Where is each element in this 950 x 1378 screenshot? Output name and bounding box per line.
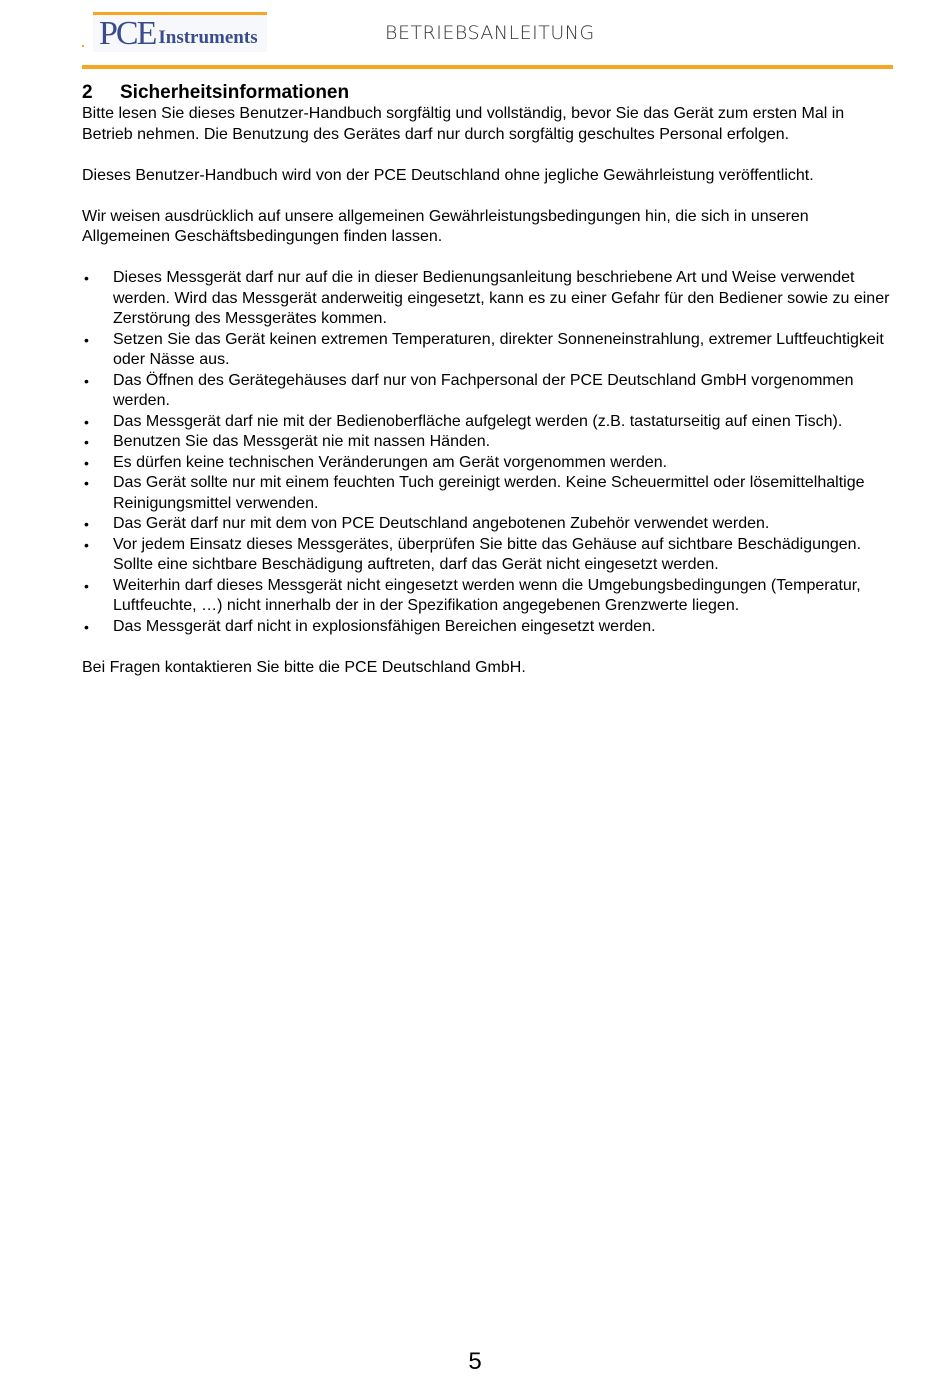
document-title: BETRIEBSANLEITUNG bbox=[385, 22, 595, 44]
logo-pce-text: PCE bbox=[99, 14, 156, 52]
list-item: • Setzen Sie das Gerät keinen extremen Temperaturen, direkter Sonneneinstrahlung, extremer Luftfeuchtigkeit oder Nässe aus. bbox=[82, 330, 897, 371]
list-item: • Benutzen Sie das Messgerät nie mit nassen Händen. bbox=[82, 432, 897, 453]
page-number: 5 bbox=[468, 1348, 482, 1375]
logo-instruments-text: Instruments bbox=[158, 27, 258, 48]
list-item: • Es dürfen keine technischen Veränderungen am Gerät vorgenommen werden. bbox=[82, 453, 897, 474]
page-content bbox=[82, 80, 897, 678]
section-heading bbox=[82, 82, 897, 104]
intro-paragraph: Bitte lesen Sie dieses Benutzer-Handbuch sorgfältig und vollständig, bevor Sie das Gerät zum ersten Mal in Betrieb nehmen. Die Benutzung des Gerätes darf nur durch sorgfältig geschultes Personal erfolgen. bbox=[82, 105, 845, 143]
section-number: 2 bbox=[82, 82, 93, 103]
list-item: • Das Gerät sollte nur mit einem feuchten Tuch gereinigt werden. Keine Scheuermittel oder lösemittelhaltige Reinigungsmittel verwenden. bbox=[82, 473, 897, 514]
warranty-paragraph: Wir weisen ausdrücklich auf unsere allgemeinen Gewährleistungsbedingungen hin, die sich in unseren Allgemeinen Geschäftsbedingungen finden lassen. bbox=[82, 207, 809, 245]
list-item: • Das Messgerät darf nie mit der Bedienoberfläche aufgelegt werden (z.B. tastaturseitig auf einen Tisch). bbox=[82, 412, 897, 433]
list-item: • Weiterhin darf dieses Messgerät nicht eingesetzt werden wenn die Umgebungsbedingungen (Temperatur, Luftfeuchte, …) nicht innerhalb der in der Spezifikation angegebenen Grenzwerte liegen. bbox=[82, 576, 897, 617]
list-item: • Dieses Messgerät darf nur auf die in dieser Bedienungsanleitung beschriebene Art und Weise verwendet werden. Wird das Messgerät anderweitig eingesetzt, kann es zu einer Gefahr für den Bediener sowie zu einer Zerstörung des Messgerätes kommen. bbox=[82, 268, 897, 330]
safety-list bbox=[82, 268, 897, 637]
list-item: • Das Gerät darf nur mit dem von PCE Deutschland angebotenen Zubehör verwendet werden. bbox=[82, 514, 897, 535]
logo-accent-dot bbox=[82, 45, 84, 47]
header-divider bbox=[82, 65, 893, 69]
pce-instruments-logo bbox=[93, 12, 267, 52]
section-title: Sicherheitsinformationen bbox=[120, 82, 350, 103]
list-item: • Vor jedem Einsatz dieses Messgerätes, überprüfen Sie bitte das Gehäuse auf sichtbare Beschädigungen. Sollte eine sichtbare Beschädigung auftreten, darf das Gerät nicht eingesetzt werden. bbox=[82, 535, 897, 576]
closing-paragraph: Bei Fragen kontaktieren Sie bitte die PCE Deutschland GmbH. bbox=[82, 658, 526, 676]
list-item: • Das Messgerät darf nicht in explosionsfähigen Bereichen eingesetzt werden. bbox=[82, 617, 897, 638]
disclaimer-paragraph: Dieses Benutzer-Handbuch wird von der PCE Deutschland ohne jegliche Gewährleistung veröffentlicht. bbox=[82, 166, 814, 184]
list-item: • Das Öffnen des Gerätegehäuses darf nur von Fachpersonal der PCE Deutschland GmbH vorgenommen werden. bbox=[82, 371, 897, 412]
